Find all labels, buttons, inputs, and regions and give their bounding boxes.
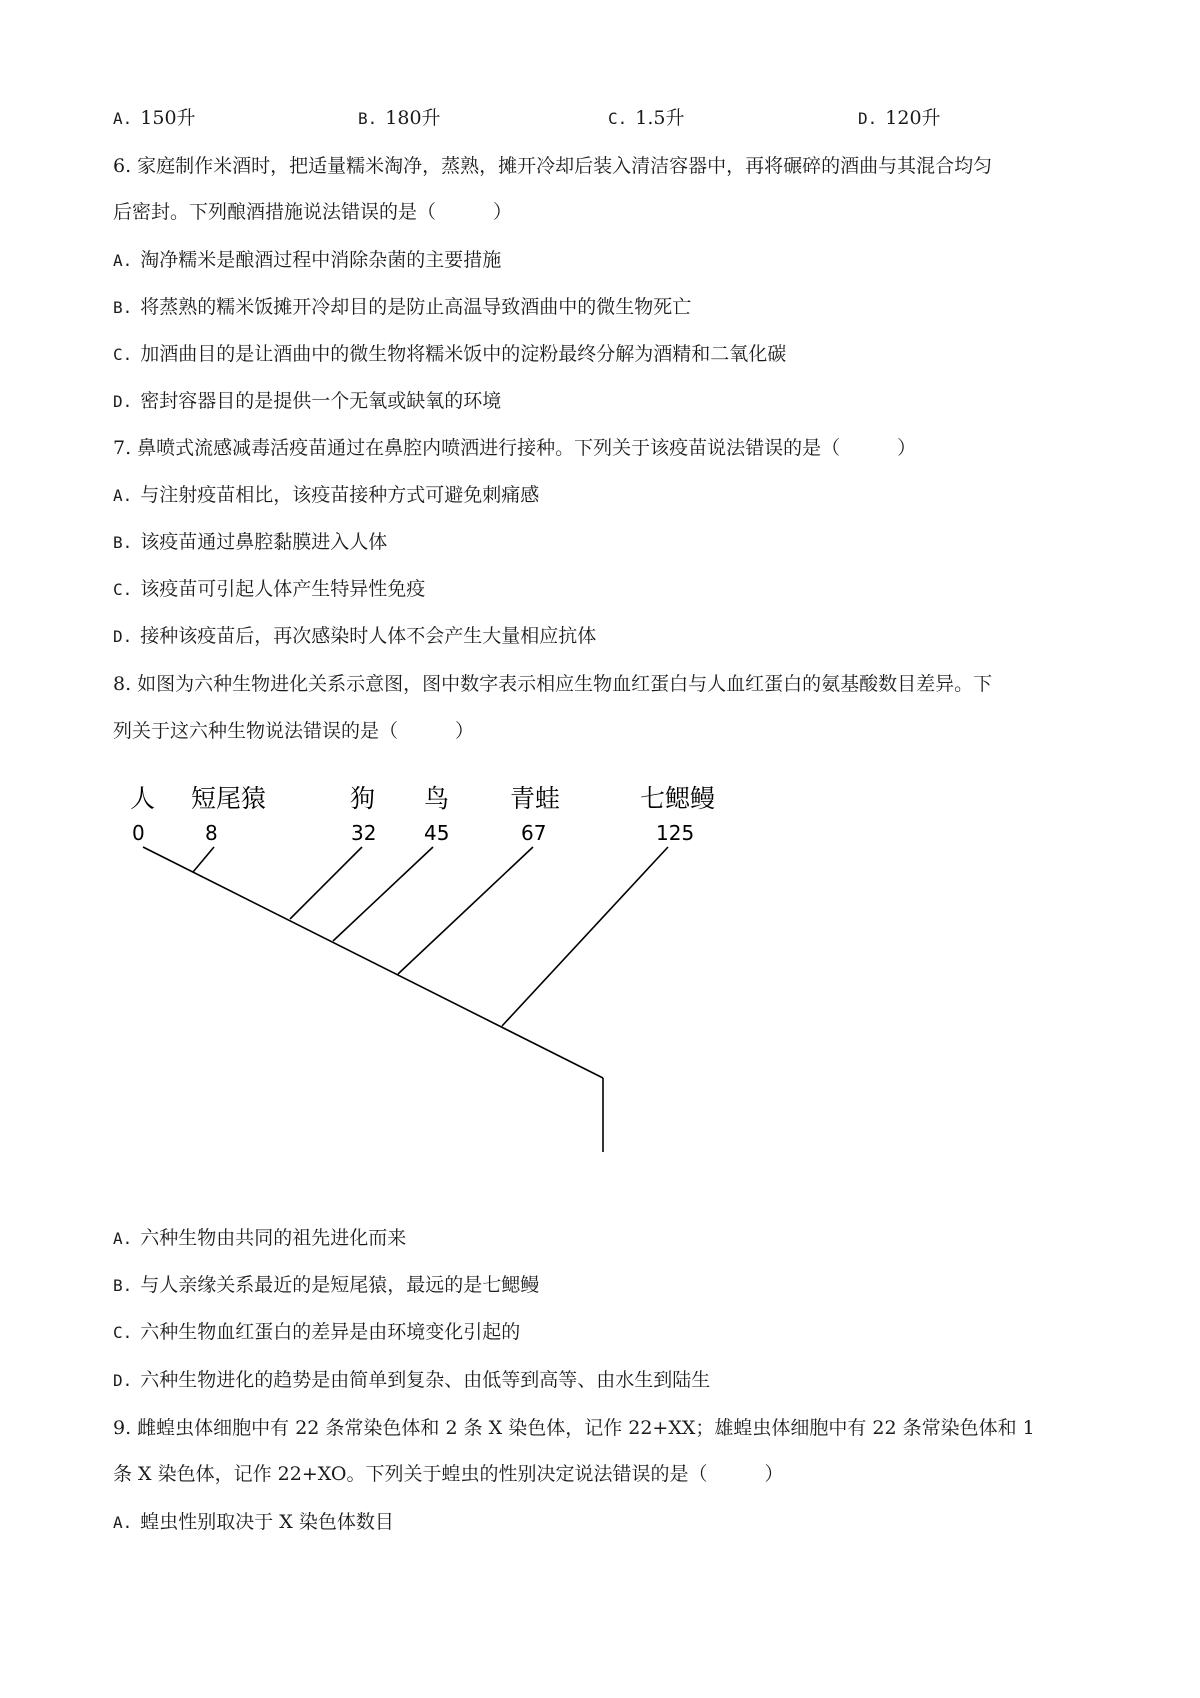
q7-option-d: D. 接种该疫苗后，再次感染时人体不会产生大量相应抗体 [113, 625, 597, 647]
q6-option-c: C. 加酒曲目的是让酒曲中的微生物将糯米饭中的淀粉最终分解为酒精和二氧化碳 [113, 343, 787, 365]
diff-value-frog: 67 [521, 821, 547, 845]
branch-dog [290, 847, 362, 919]
q7-option-a: A. 与注射疫苗相比，该疫苗接种方式可避免刺痛感 [113, 484, 540, 506]
q8-stem-line2: 列关于这六种生物说法错误的是（ ） [113, 720, 475, 742]
species-label-bird: 鸟 [424, 784, 450, 813]
q7-option-c: C. 该疫苗可引起人体产生特异性免疫 [113, 578, 426, 600]
q5-option-b: B. 180升 [358, 107, 441, 129]
q7-option-b: B. 该疫苗通过鼻腔黏膜进入人体 [113, 531, 388, 553]
diff-value-macaque: 8 [205, 821, 218, 845]
q5-option-a: A. 150升 [113, 107, 196, 129]
q6-option-b: B. 将蒸熟的糯米饭摊开冷却目的是防止高温导致酒曲中的微生物死亡 [113, 296, 692, 318]
q8-option-c: C. 六种生物血红蛋白的差异是由环境变化引起的 [113, 1321, 521, 1343]
q8-option-d: D. 六种生物进化的趋势是由简单到复杂、由低等到高等、由水生到陆生 [113, 1369, 711, 1391]
diff-value-dog: 32 [351, 821, 377, 845]
q9-stem-line2: 条 X 染色体，记作 22+XO。下列关于蝗虫的性别决定说法错误的是（ ） [113, 1463, 784, 1485]
q7-stem-line1: 7. 鼻喷式流感减毒活疫苗通过在鼻腔内喷洒进行接种。下列关于该疫苗说法错误的是（ ） [113, 437, 917, 459]
q6-option-d: D. 密封容器目的是提供一个无氧或缺氧的环境 [113, 390, 502, 412]
q5-option-c: C. 1.5升 [608, 107, 685, 129]
q8-option-a: A. 六种生物由共同的祖先进化而来 [113, 1227, 407, 1249]
q9-option-a: A. 蝗虫性别取决于 X 染色体数目 [113, 1511, 394, 1533]
diff-value-bird: 45 [424, 821, 450, 845]
species-label-human: 人 [130, 784, 156, 813]
species-label-dog: 狗 [350, 784, 376, 813]
species-label-lamprey: 七鳃鳗 [640, 784, 716, 813]
q8-option-b: B. 与人亲缘关系最近的是短尾猿，最远的是七鳃鳗 [113, 1274, 540, 1296]
tree-main-trunk [143, 847, 603, 1078]
branch-lamprey [502, 847, 668, 1026]
branch-macaque [193, 847, 214, 872]
q5-option-d: D. 120升 [858, 107, 941, 129]
species-label-macaque: 短尾猿 [191, 784, 267, 813]
q9-stem-line1: 9. 雌蝗虫体细胞中有 22 条常染色体和 2 条 X 染色体，记作 22+XX；雄蝗虫体细胞中有 22 条常染色体和 1 [113, 1417, 1035, 1439]
q6-stem-line1: 6. 家庭制作米酒时，把适量糯米淘净，蒸熟，摊开冷却后装入清洁容器中，再将碾碎的酒曲与其混合均匀 [113, 155, 993, 177]
diff-value-lamprey: 125 [656, 821, 695, 845]
diff-value-human: 0 [132, 821, 145, 845]
q6-stem-line2: 后密封。下列酿酒措施说法错误的是（ ） [113, 201, 513, 223]
q6-option-a: A. 淘净糯米是酿酒过程中消除杂菌的主要措施 [113, 249, 502, 271]
q8-stem-line1: 8. 如图为六种生物进化关系示意图，图中数字表示相应生物血红蛋白与人血红蛋白的氨基酸数目差异。下 [113, 673, 993, 695]
branch-frog [398, 847, 533, 974]
species-label-frog: 青蛙 [510, 784, 561, 813]
